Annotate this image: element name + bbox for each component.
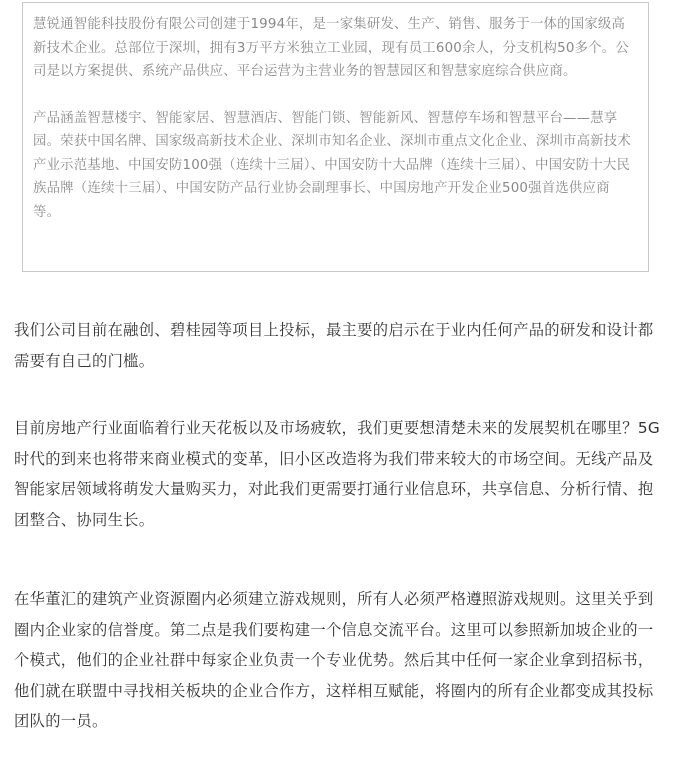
- article-paragraph: 目前房地产行业面临着行业天花板以及市场疲软，我们更要想清楚未来的发展契机在哪里？5G时代的到来也将带来商业模式的变革，旧小区改造将为我们带来较大的市场空间。无线产品及智能家居领域将萌发大量购买力，对此我们更需要打通行业信息环，共享信息、分析行情、抱团整合、协同生长。: [14, 419, 661, 529]
- intro-paragraph: 慧锐通智能科技股份有限公司创建于1994年，是一家集研发、生产、销售、服务于一体的国家级高新技术企业。总部位于深圳，拥有3万平方米独立工业园，现有员工600余人，分支机构50多个。公司是以方案提供、系统产品供应、平台运营为主营业务的智慧园区和智慧家庭综合供应商。: [33, 17, 629, 79]
- company-intro-box: [22, 2, 649, 272]
- article-paragraph: 我们公司目前在融创、碧桂园等项目上投标，最主要的启示在于业内任何产品的研发和设计都需要有自己的门槛。: [14, 321, 654, 370]
- intro-paragraph: 产品涵盖智慧楼宇、智能家居、智慧酒店、智能门锁、智能新风、智慧停车场和智慧平台——慧享园。荣获中国名牌、国家级高新技术企业、深圳市知名企业、深圳市重点文化企业、深圳市高新技术产业示范基地、中国安防100强（连续十三届）、中国安防十大品牌（连续十三届）、中国安防十大民族品牌（连续十三届）、中国安防产品行业协会副理事长、中国房地产开发企业500强首选供应商等。: [33, 110, 631, 220]
- article-paragraph: 在华董汇的建筑产业资源圈内必须建立游戏规则，所有人必须严格遵照游戏规则。这里关乎到圈内企业家的信誉度。第二点是我们要构建一个信息交流平台。这里可以参照新加坡企业的一个模式，他们的企业社群中每家企业负责一个专业优势。然后其中任何一家企业拿到招标书，他们就在联盟中寻找相关板块的企业合作方，这样相互赋能，将圈内的所有企业都变成其投标团队的一员。: [14, 590, 654, 730]
